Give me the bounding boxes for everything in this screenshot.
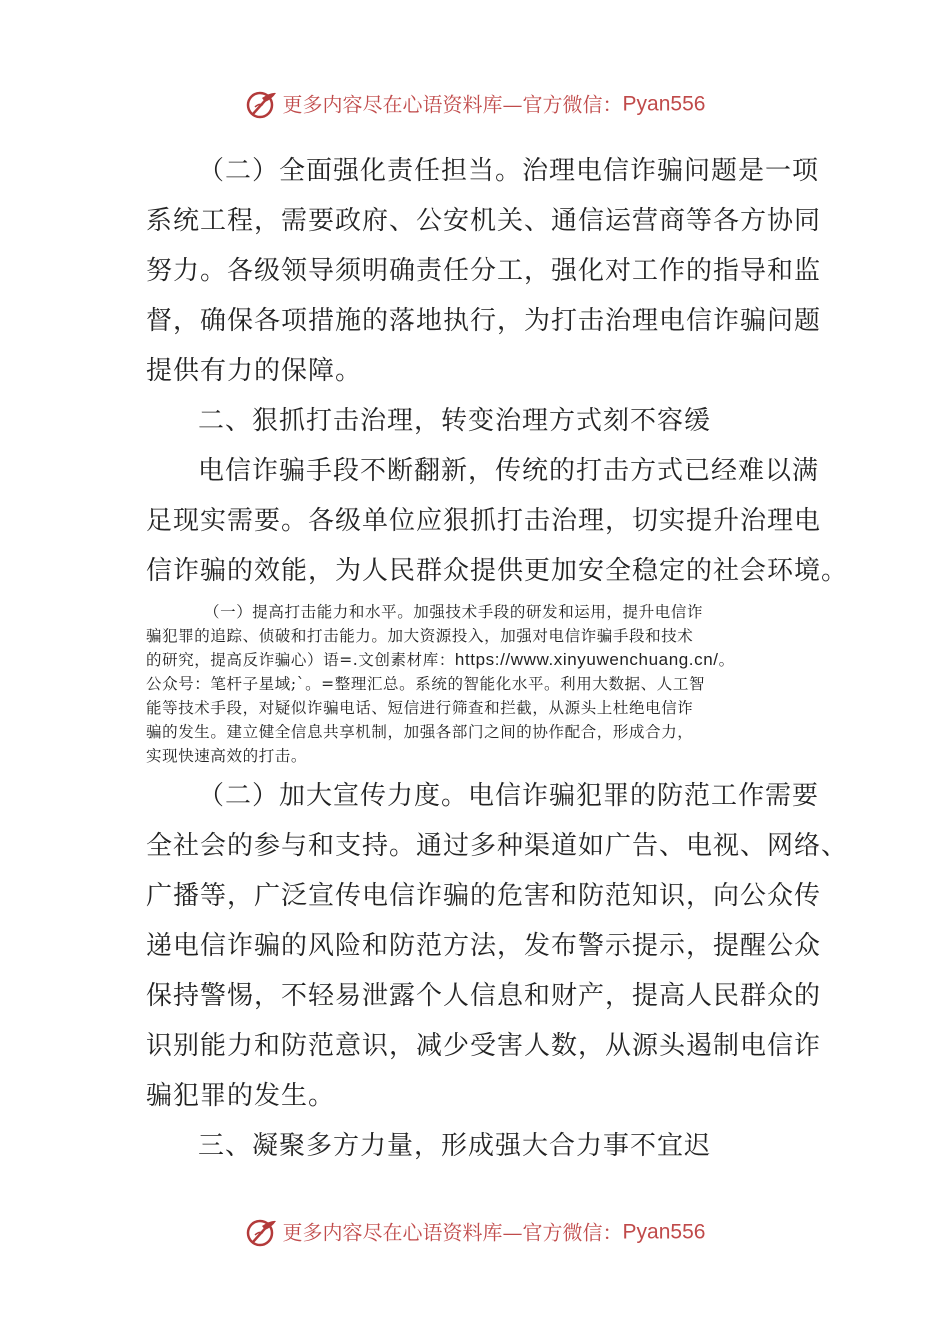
footer-watermark — [0, 1216, 950, 1248]
text-line: 足现实需要。各级单位应狠抓打击治理，切实提升治理电 — [146, 506, 822, 536]
text-line: 保持警惕，不轻易泄露个人信息和财产，提高人民群众的 — [146, 981, 822, 1011]
text-line: （二）加大宣传力度。电信诈骗犯罪的防范工作需要 — [198, 781, 820, 811]
text-line: 三、凝聚多方力量，形成强大合力事不宜迟 — [198, 1131, 712, 1161]
text-line: 骗犯罪的发生。 — [146, 1081, 336, 1111]
quill-logo-icon — [245, 90, 279, 120]
text-line: 骗犯罪的追踪、侦破和打击能力。加大资源投入，加强对电信诈骗手段和技术 — [146, 627, 694, 645]
text-line: 的研究，提高反诈骗心）语=.文创素材库： — [146, 651, 455, 669]
text-line: 骗的发生。建立健全信息共享机制，加强各部门之间的协作配合，形成合力， — [146, 723, 694, 741]
text-line: 。 — [718, 651, 735, 669]
watermark-text: 更多内容尽在心语资料库—官方微信： — [282, 92, 623, 117]
text-line: 递电信诈骗的风险和防范方法，发布警示提示，提醒公众 — [146, 931, 822, 961]
website-link[interactable]: https://www.xinyuwenchuang.cn/ — [454, 650, 719, 669]
text-line: （二）全面强化责任担当。治理电信诈骗问题是一项 — [198, 156, 820, 186]
text-line: 公众号：笔杆子星域;`。=整理汇总。系统的智能化水平。利用大数据、人工智 — [146, 675, 706, 693]
text-line: 电信诈骗手段不断翻新，传统的打击方式已经难以满 — [198, 456, 820, 486]
section-heading — [146, 1121, 806, 1171]
paragraph — [146, 771, 849, 1121]
watermark-id: Pyan556 — [622, 1220, 706, 1244]
text-line: 能等技术手段，对疑似诈骗电话、短信进行筛查和拦截，从源头上杜绝电信诈 — [146, 699, 694, 717]
text-line: 二、狠抓打击治理，转变治理方式刻不容缓 — [198, 406, 712, 436]
text-line: 提供有力的保障。 — [146, 356, 363, 386]
document-body — [146, 146, 849, 1171]
header-watermark — [0, 88, 950, 120]
text-line: 系统工程，需要政府、公安机关、通信运营商等各方协同 — [146, 206, 822, 236]
text-line: 努力。各级领导须明确责任分工，强化对工作的指导和监 — [146, 256, 822, 286]
text-line: 督，确保各项措施的落地执行，为打击治理电信诈骗问题 — [146, 306, 822, 336]
text-line: 识别能力和防范意识，减少受害人数，从源头遏制电信诈 — [146, 1031, 822, 1061]
small-print-paragraph — [146, 600, 806, 768]
text-line: 全社会的参与和支持。通过多种渠道如广告、电视、网络、 — [146, 831, 849, 861]
text-line: 实现快速高效的打击。 — [146, 747, 308, 765]
watermark-id: Pyan556 — [622, 92, 706, 116]
text-line: 信诈骗的效能，为人民群众提供更加安全稳定的社会环境。 — [146, 556, 849, 586]
text-line: 广播等，广泛宣传电信诈骗的危害和防范知识，向公众传 — [146, 881, 822, 911]
watermark-text: 更多内容尽在心语资料库—官方微信： — [282, 1220, 623, 1245]
text-line: （一）提高打击能力和水平。加强技术手段的研发和运用，提升电信诈 — [204, 603, 704, 621]
paragraph — [146, 446, 849, 596]
section-heading — [146, 396, 806, 446]
paragraph — [146, 146, 822, 396]
quill-logo-icon — [245, 1218, 279, 1248]
